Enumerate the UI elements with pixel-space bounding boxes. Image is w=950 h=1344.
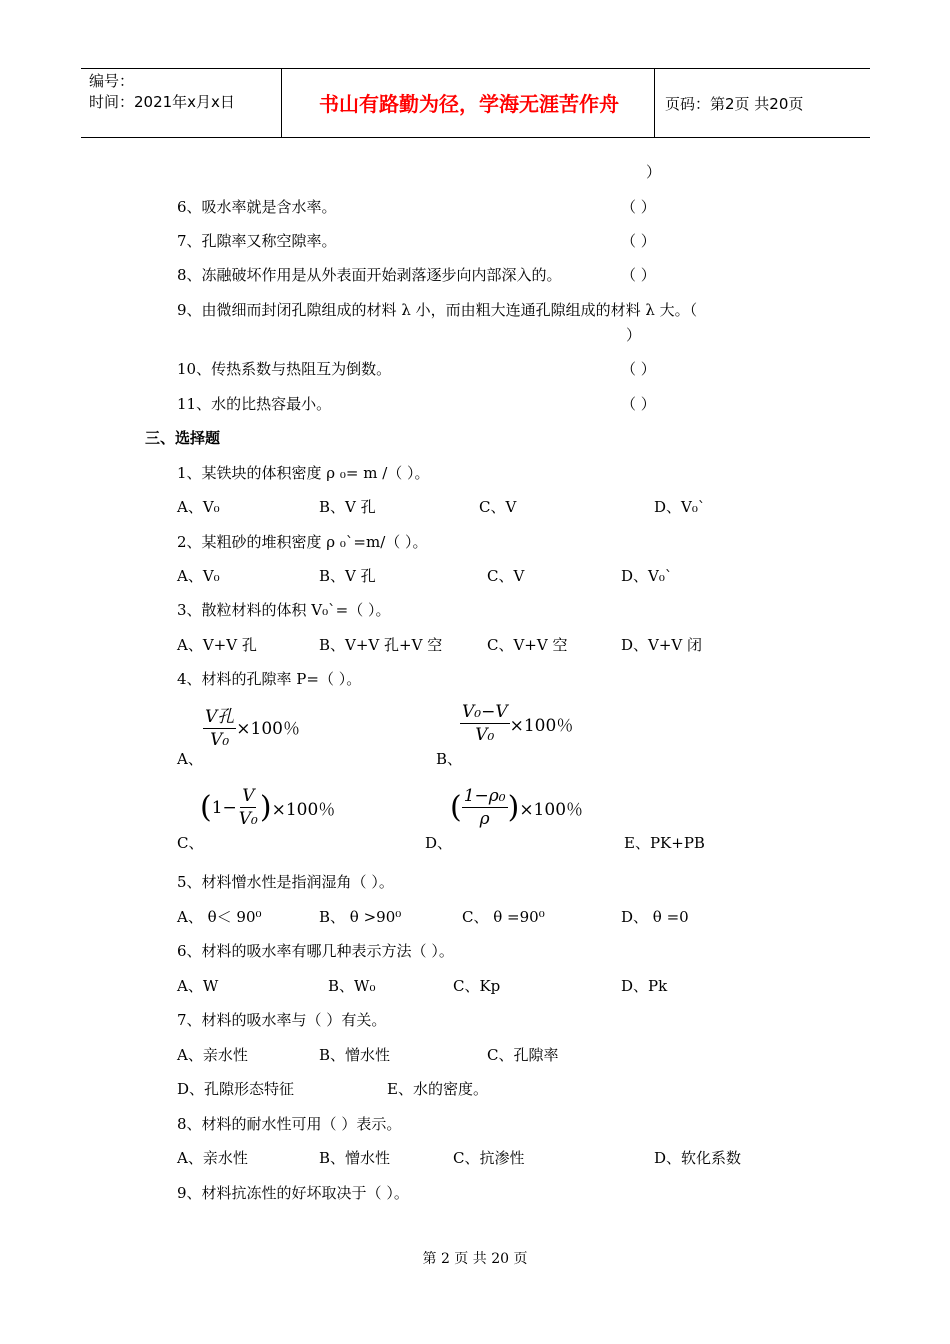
answer-paren: ） xyxy=(626,326,642,344)
option-c: C、V xyxy=(487,567,525,585)
option-c: C、 xyxy=(177,834,204,852)
option-a: A、V+V 孔 xyxy=(177,636,257,654)
judgment-item-8: 8、冻融破坏作用是从外表面开始剥落逐步向内部深入的。 xyxy=(177,266,562,284)
formula-a xyxy=(203,702,300,750)
option-d: D、孔隙形态特征 xyxy=(177,1080,295,1098)
header-meta xyxy=(89,71,235,113)
question-2: 2、某粗砂的堆积密度 ρ ₀`=m/（ ）。 xyxy=(177,533,428,551)
question-1: 1、某铁块的体积密度 ρ ₀= m /（ ）。 xyxy=(177,464,430,482)
option-d: D、V₀` xyxy=(621,567,673,585)
formula-denominator: V₀ xyxy=(475,725,495,745)
judgment-item-10: 10、传热系数与热阻互为倒数。 xyxy=(177,360,392,378)
question-8: 8、材料的耐水性可用（ ）表示。 xyxy=(177,1115,402,1133)
option-d: D、V₀` xyxy=(654,498,706,516)
option-b: B、憎水性 xyxy=(319,1046,391,1064)
formula-numerator: 1−ρ₀ xyxy=(463,786,506,806)
question-5: 5、材料憎水性是指润湿角（ ）。 xyxy=(177,873,394,891)
formula-b xyxy=(460,702,573,745)
question-6: 6、材料的吸水率有哪几种表示方法（ ）。 xyxy=(177,942,454,960)
judgment-item-11: 11、水的比热容最小。 xyxy=(177,395,332,413)
answer-paren: （ ） xyxy=(621,198,656,216)
option-a: A、V₀ xyxy=(177,498,220,516)
formula-numerator: V₀−V xyxy=(462,702,508,722)
option-c: C、Kp xyxy=(453,977,501,995)
option-b: B、憎水性 xyxy=(319,1149,391,1167)
formula-numerator: V xyxy=(242,786,255,806)
option-a: A、V₀ xyxy=(177,567,220,585)
header-page-info: 页码：第2页 共20页 xyxy=(665,95,804,113)
option-c: C、 θ =90⁰ xyxy=(462,908,545,926)
option-b: B、W₀ xyxy=(328,977,376,995)
percent-factor: ×100％ xyxy=(236,718,300,739)
header-divider xyxy=(281,69,282,137)
option-a: A、亲水性 xyxy=(177,1046,248,1064)
option-b: B、V 孔 xyxy=(319,498,376,516)
option-a: A、亲水性 xyxy=(177,1149,248,1167)
formula-denominator: V₀ xyxy=(210,730,230,750)
option-b: B、V+V 孔+V 空 xyxy=(319,636,443,654)
option-c: C、V xyxy=(479,498,517,516)
option-e: E、PK+PB xyxy=(624,834,705,852)
percent-factor: ×100％ xyxy=(271,800,336,820)
option-a: A、W xyxy=(177,977,219,995)
option-d: D、软化系数 xyxy=(654,1149,742,1167)
formula-numerator: V孔 xyxy=(203,702,236,729)
option-a: A、 xyxy=(177,750,203,768)
left-paren: ( xyxy=(450,789,462,825)
percent-factor: ×100％ xyxy=(519,800,584,820)
right-paren: ) xyxy=(507,789,520,825)
answer-paren: （ ） xyxy=(621,232,656,250)
option-b: B、V 孔 xyxy=(319,567,376,585)
answer-paren: （ ） xyxy=(621,395,656,413)
judgment-item-9: 9、由微细而封闭孔隙组成的材料 λ 小，而由粗大连通孔隙组成的材料 λ 大。（ xyxy=(177,301,698,319)
page-header xyxy=(81,68,870,138)
answer-paren: （ ） xyxy=(621,266,656,284)
option-a: A、 θ＜ 90⁰ xyxy=(177,908,262,926)
judgment-item-6: 6、吸水率就是含水率。 xyxy=(177,198,337,216)
carry-over-paren: ） xyxy=(646,163,662,181)
section-title: 三、选择题 xyxy=(145,429,221,447)
option-d: D、V+V 闭 xyxy=(621,636,703,654)
option-d: D、 θ =0 xyxy=(621,908,689,926)
formula-d xyxy=(450,786,583,829)
option-b: B、 θ >90⁰ xyxy=(319,908,402,926)
doc-number-label: 编号： xyxy=(89,72,135,90)
formula-denominator: ρ xyxy=(479,809,490,829)
question-7: 7、材料的吸水率与（ ）有关。 xyxy=(177,1011,387,1029)
header-motto: 书山有路勤为径，学海无涯苦作舟 xyxy=(319,92,619,116)
doc-time-label: 时间：2021年x月x日 xyxy=(89,93,235,111)
question-3: 3、散粒材料的体积 V₀`=（ ）。 xyxy=(177,601,391,619)
option-c: C、抗渗性 xyxy=(453,1149,525,1167)
option-c: C、孔隙率 xyxy=(487,1046,559,1064)
question-9: 9、材料抗冻性的好坏取决于（ ）。 xyxy=(177,1184,409,1202)
formula-denominator: V₀ xyxy=(238,809,258,829)
question-4: 4、材料的孔隙率 P=（ ）。 xyxy=(177,670,362,688)
option-d: D、Pk xyxy=(621,977,668,995)
page-footer: 第 2 页 共 20 页 xyxy=(422,1251,528,1267)
judgment-item-7: 7、孔隙率又称空隙率。 xyxy=(177,232,337,250)
option-e: E、水的密度。 xyxy=(387,1080,488,1098)
option-b: B、 xyxy=(436,750,463,768)
left-paren: ( xyxy=(200,789,212,825)
formula-c xyxy=(200,786,335,829)
right-paren: ) xyxy=(259,789,272,825)
option-c: C、V+V 空 xyxy=(487,636,568,654)
percent-factor: ×100％ xyxy=(509,716,574,736)
option-d: D、 xyxy=(425,834,453,852)
answer-paren: （ ） xyxy=(621,360,656,378)
formula-term: 1− xyxy=(211,797,237,818)
